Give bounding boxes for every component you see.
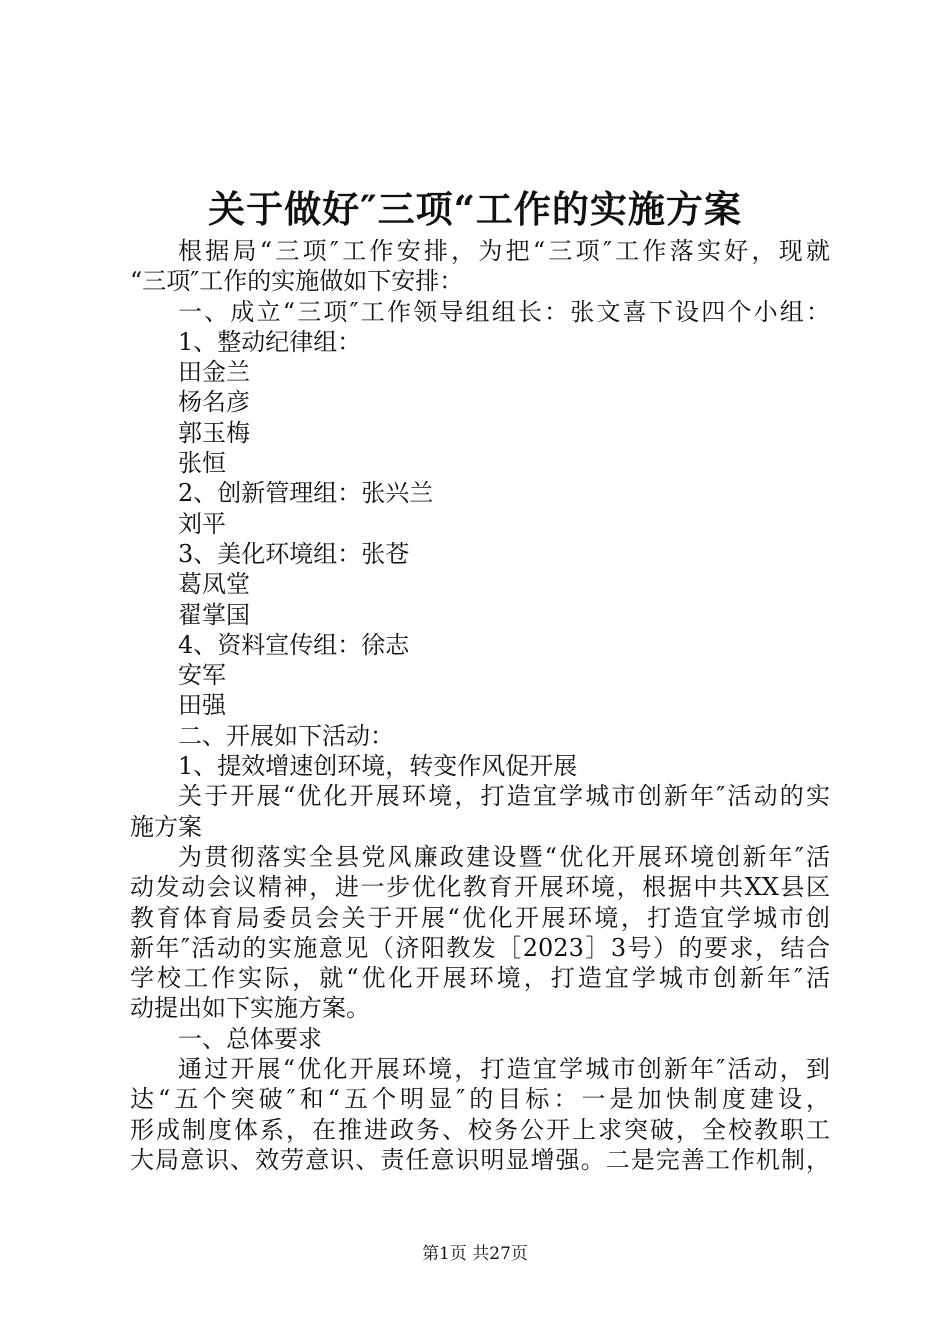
paragraph-line: 教育体育局委员会关于开展“优化开展环境，打造宜学城市创 bbox=[130, 903, 830, 932]
paragraph-line: 田强 bbox=[178, 691, 226, 720]
document-title: 关于做好″三项“工作的实施方案 bbox=[208, 187, 742, 231]
paragraph-line: 郭玉梅 bbox=[178, 418, 250, 447]
paragraph-line: 安军 bbox=[178, 661, 226, 690]
page-number-footer: 第1页 共27页 bbox=[422, 1244, 528, 1264]
paragraph-line: 大局意识、效劳意识、责任意识明显增强。二是完善工作机制， bbox=[130, 1145, 830, 1174]
paragraph-line: 通过开展“优化开展环境，打造宜学城市创新年″活动，到 bbox=[178, 1055, 830, 1084]
paragraph-line: 形成制度体系，在推进政务、校务公开上求突破，全校教职工 bbox=[130, 1115, 830, 1144]
paragraph-line: 一、成立“三项″工作领导组组长：张文喜下设四个小组： bbox=[178, 297, 830, 326]
paragraph-line: 1、整动纪律组： bbox=[178, 327, 362, 356]
paragraph-line: 张恒 bbox=[178, 449, 226, 478]
document-body bbox=[130, 236, 830, 1175]
paragraph-line: 4、资料宣传组：徐志 bbox=[178, 630, 410, 659]
paragraph-line: 刘平 bbox=[178, 509, 226, 538]
paragraph-line: 一、总体要求 bbox=[178, 1024, 322, 1053]
paragraph-line: 动提出如下实施方案。 bbox=[130, 994, 370, 1023]
paragraph-line: 关于开展“优化开展环境，打造宜学城市创新年″活动的实 bbox=[178, 782, 830, 811]
paragraph-line: 动发动会议精神，进一步优化教育开展环境，根据中共XX县区 bbox=[130, 873, 830, 902]
paragraph-line: 2、创新管理组：张兴兰 bbox=[178, 479, 434, 508]
paragraph-line: 杨名彦 bbox=[178, 388, 250, 417]
paragraph-line: 为贯彻落实全县党风廉政建设暨“优化开展环境创新年″活 bbox=[178, 842, 830, 871]
paragraph-line: 施方案 bbox=[130, 812, 202, 841]
paragraph-line: 葛凤堂 bbox=[178, 570, 250, 599]
paragraph-line: “三项″工作的实施做如下安排： bbox=[130, 267, 464, 296]
paragraph-line: 达“五个突破″和“五个明显″的目标：一是加快制度建设， bbox=[130, 1085, 830, 1114]
paragraph-line: 学校工作实际，就“优化开展环境，打造宜学城市创新年″活 bbox=[130, 964, 830, 993]
paragraph-line: 翟掌国 bbox=[178, 600, 250, 629]
paragraph-line: 3、美化环境组：张苍 bbox=[178, 539, 410, 568]
paragraph-line: 根据局“三项″工作安排，为把“三项″工作落实好，现就 bbox=[178, 237, 830, 265]
paragraph-line: 新年″活动的实施意见（济阳教发［2023］3号）的要求，结合 bbox=[130, 933, 830, 962]
paragraph-line: 二、开展如下活动： bbox=[178, 721, 394, 750]
paragraph-line: 田金兰 bbox=[178, 358, 250, 387]
paragraph-line: 1、提效增速创环境，转变作风促开展 bbox=[178, 752, 578, 781]
